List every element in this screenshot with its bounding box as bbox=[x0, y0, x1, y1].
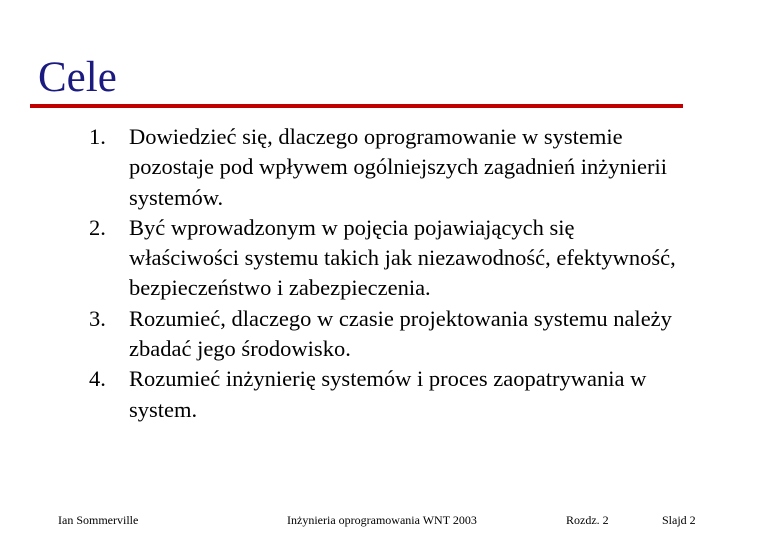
objective-line: system. bbox=[129, 396, 198, 422]
footer-chapter: Rozdz. 2 bbox=[566, 513, 609, 527]
objective-item-1 bbox=[89, 122, 759, 213]
footer-author: Ian Sommerville bbox=[58, 513, 139, 527]
objective-text bbox=[129, 122, 759, 213]
objective-text bbox=[129, 304, 759, 365]
objective-number: 3. bbox=[89, 305, 106, 331]
objective-line: zbadać jego środowisko. bbox=[129, 336, 351, 362]
objective-line: Rozumieć inżynierię systemów i proces zaopatrywania w bbox=[129, 366, 647, 392]
objective-line: Rozumieć, dlaczego w czasie projektowania systemu należy bbox=[129, 305, 672, 331]
objective-line: Dowiedzieć się, dlaczego oprogramowanie w systemie bbox=[129, 124, 623, 149]
objective-item-3 bbox=[89, 304, 759, 365]
slide-title: Cele bbox=[38, 54, 117, 101]
footer-slide-number: Slajd 2 bbox=[662, 513, 696, 527]
objective-text bbox=[129, 213, 759, 304]
objective-item-4 bbox=[89, 364, 759, 425]
objective-text bbox=[129, 364, 759, 425]
objective-line: systemów. bbox=[129, 184, 224, 210]
objective-item-2 bbox=[89, 213, 759, 304]
objective-line: bezpieczeństwo i zabezpieczenia. bbox=[129, 275, 431, 301]
objective-number: 4. bbox=[89, 366, 106, 392]
objective-line: pozostaje pod wpływem ogólniejszych zagadnień inżynierii bbox=[129, 154, 667, 180]
objective-line: właściwości systemu takich jak niezawodność, efektywność, bbox=[129, 245, 676, 271]
objective-number: 2. bbox=[89, 214, 106, 240]
objectives-list bbox=[89, 122, 759, 425]
objective-line: Być wprowadzonym w pojęcia pojawiających się bbox=[129, 214, 575, 240]
objective-number: 1. bbox=[89, 124, 106, 149]
title-underline bbox=[30, 104, 683, 108]
footer-course: Inżynieria oprogramowania WNT 2003 bbox=[287, 513, 477, 527]
